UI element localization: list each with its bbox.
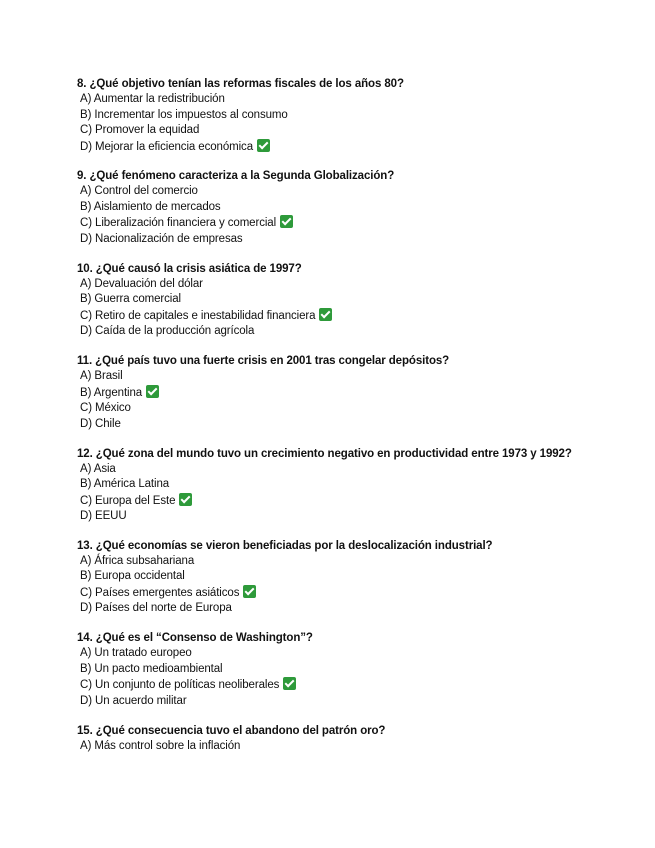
- answer-option-text: C) México: [80, 402, 131, 415]
- check-mark-icon: [319, 308, 332, 321]
- answer-option-text: B) Argentina: [80, 386, 143, 399]
- answer-option-text: D) Un acuerdo militar: [80, 694, 187, 707]
- answer-option: [77, 694, 597, 710]
- answer-option: [77, 139, 597, 156]
- question-block: [77, 353, 597, 432]
- answer-option: [77, 200, 597, 216]
- answer-option: [77, 739, 597, 755]
- answer-option-text: B) Europa occidental: [80, 570, 185, 583]
- question-block: [77, 76, 597, 155]
- answer-option: [77, 292, 597, 308]
- answer-option-text: A) Control del comercio: [80, 185, 198, 198]
- question-title: 13. ¿Qué economías se vieron beneficiadas por la deslocalización industrial?: [77, 539, 493, 552]
- answer-option-text: B) América Latina: [80, 478, 170, 491]
- answer-option-text: A) Aumentar la redistribución: [80, 93, 225, 105]
- answer-option-text: A) Un tratado europeo: [80, 647, 192, 660]
- answer-option-text: D) Mejorar la eficiencia económica: [80, 140, 254, 153]
- answer-option: [77, 232, 597, 248]
- question-title: 8. ¿Qué objetivo tenían las reformas fiscales de los años 80?: [77, 78, 404, 90]
- answer-option: [77, 493, 597, 510]
- answer-option: [77, 108, 597, 124]
- answer-option: [77, 677, 597, 694]
- question-title: 11. ¿Qué país tuvo una fuerte crisis en 2001 tras congelar depósitos?: [77, 355, 450, 368]
- answer-option: [77, 569, 597, 585]
- answer-option: [77, 308, 597, 325]
- check-mark-icon: [146, 385, 159, 398]
- answer-option-text: C) Liberalización financiera y comercial: [80, 217, 277, 230]
- answer-option: [77, 646, 597, 662]
- answer-option: [77, 601, 597, 617]
- question-block: [77, 261, 597, 340]
- answer-option-text: A) Asia: [80, 462, 116, 475]
- answer-option: [77, 277, 597, 293]
- answer-option: [77, 662, 597, 678]
- answer-option: [77, 509, 597, 525]
- answer-option-text: D) EEUU: [80, 510, 127, 523]
- answer-option: [77, 324, 597, 340]
- question-title: 12. ¿Qué zona del mundo tuvo un crecimiento negativo en productividad entre 1973 y 1992?: [77, 447, 572, 460]
- answer-option: [77, 417, 597, 433]
- answer-option: [77, 369, 597, 385]
- answer-option-text: C) Promover la equidad: [80, 124, 200, 136]
- question-block: [77, 168, 597, 247]
- answer-option-text: C) Un conjunto de políticas neoliberales: [80, 679, 280, 692]
- answer-option-text: D) Nacionalización de empresas: [80, 232, 243, 245]
- question-title: 10. ¿Qué causó la crisis asiática de 1997?: [77, 262, 302, 275]
- answer-option: [77, 92, 597, 108]
- answer-option-text: A) Más control sobre la inflación: [80, 739, 241, 752]
- answer-option: [77, 385, 597, 402]
- answer-option: [77, 554, 597, 570]
- answer-option-text: A) África subsahariana: [80, 554, 195, 567]
- answer-option-text: C) Europa del Este: [80, 494, 176, 507]
- answer-option-text: D) Países del norte de Europa: [80, 602, 232, 615]
- answer-option: [77, 215, 597, 232]
- answer-option: [77, 585, 597, 602]
- answer-option-text: D) Chile: [80, 417, 121, 430]
- answer-option: [77, 184, 597, 200]
- answer-option-text: C) Retiro de capitales e inestabilidad financiera: [80, 309, 316, 322]
- answer-option-text: B) Un pacto medioambiental: [80, 662, 223, 675]
- answer-option: [77, 462, 597, 478]
- answer-option-text: A) Devaluación del dólar: [80, 277, 203, 290]
- check-mark-icon: [280, 215, 293, 228]
- question-title: 15. ¿Qué consecuencia tuvo el abandono del patrón oro?: [77, 724, 386, 737]
- answer-option-text: B) Incrementar los impuestos al consumo: [80, 108, 288, 121]
- answer-option-text: C) Países emergentes asiáticos: [80, 586, 240, 599]
- answer-option: [77, 477, 597, 493]
- check-mark-icon: [283, 677, 296, 690]
- quiz-content: [77, 76, 597, 768]
- answer-option-text: D) Caída de la producción agrícola: [80, 325, 255, 338]
- check-mark-icon: [179, 493, 192, 506]
- answer-option: [77, 401, 597, 417]
- answer-option-text: B) Guerra comercial: [80, 293, 181, 306]
- answer-option-text: B) Aislamiento de mercados: [80, 200, 221, 213]
- answer-option-text: A) Brasil: [80, 370, 123, 383]
- question-block: [77, 723, 597, 755]
- question-block: [77, 446, 597, 525]
- question-title: 9. ¿Qué fenómeno caracteriza a la Segunda Globalización?: [77, 170, 395, 183]
- question-block: [77, 630, 597, 709]
- check-mark-icon: [243, 585, 256, 598]
- question-title: 14. ¿Qué es el “Consenso de Washington”?: [77, 632, 313, 645]
- answer-option: [77, 123, 597, 139]
- question-block: [77, 538, 597, 617]
- check-mark-icon: [257, 139, 270, 152]
